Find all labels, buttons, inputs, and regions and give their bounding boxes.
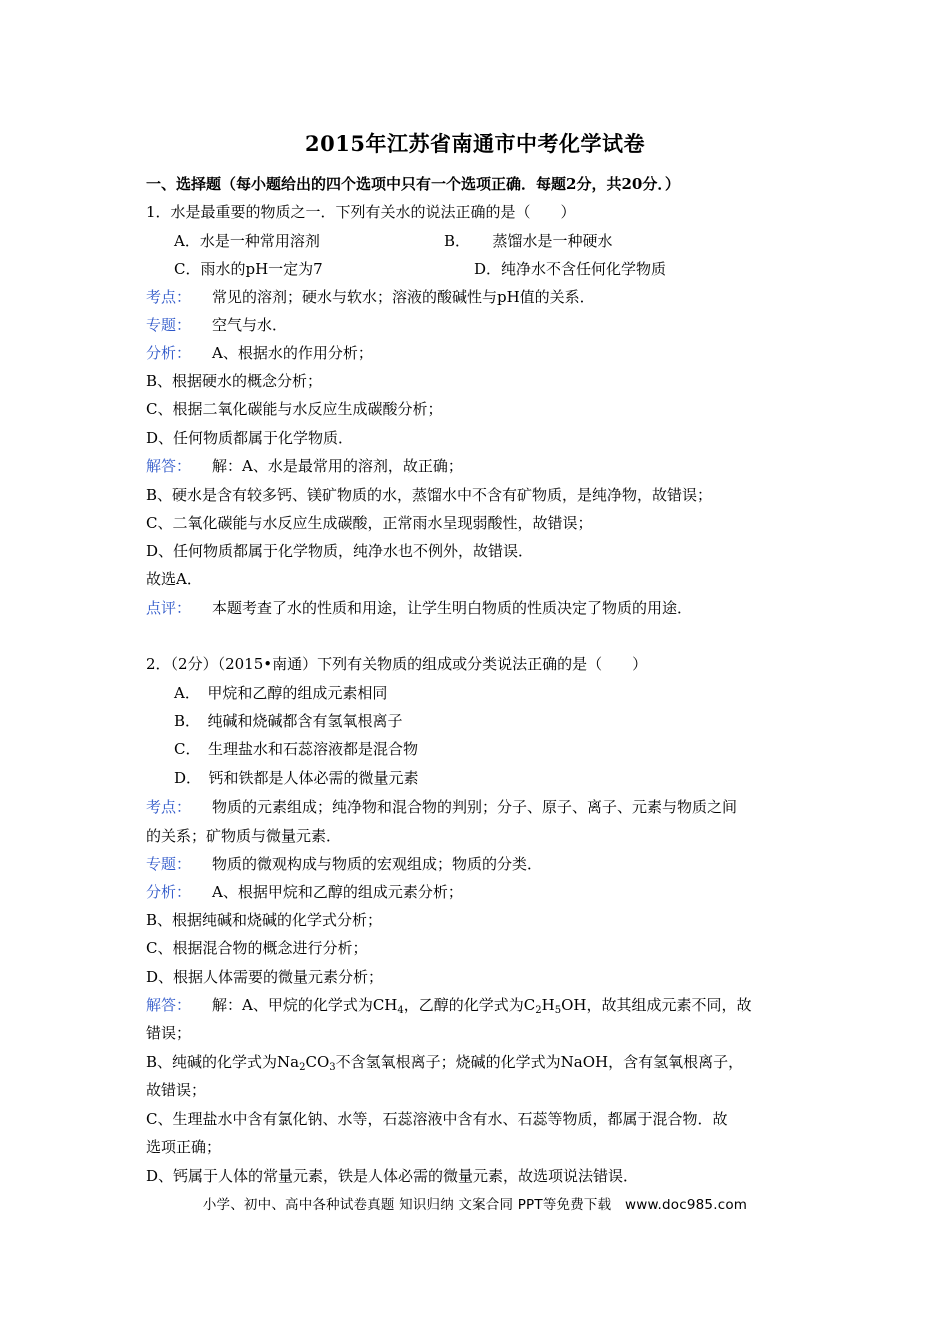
q2-zhuanti-text: 物质的微观构成与物质的宏观组成；物质的分类．: [212, 855, 543, 873]
q1-fenxi-line4: D、任何物质都属于化学物质．: [146, 429, 354, 447]
kaodian-label: 考点：: [146, 798, 192, 816]
jieda-label: 解答：: [146, 457, 192, 475]
q1-jieda-text: 解：A、水是最常用的溶剂，故正确；: [212, 457, 463, 475]
q1-jieda-line4: D、任何物质都属于化学物质，纯净水也不例外，故错误．: [146, 542, 534, 560]
q1-options-row2: [174, 259, 774, 279]
q2-jieda-line3: [146, 1052, 743, 1078]
subscript: 5: [554, 1005, 562, 1016]
q2-jieda-line5: C、生理盐水中含有氯化钠、水等，石蕊溶液中含有水、石蕊等物质，都属于混合物．故: [146, 1110, 728, 1128]
zhuanti-label: 专题：: [146, 855, 192, 873]
q2-jieda: [146, 995, 752, 1021]
q2-jieda-line4: 故错误；: [146, 1081, 207, 1099]
q2-jieda-text: CO: [305, 1053, 330, 1071]
q1-zhuanti: [146, 315, 287, 335]
q2-jieda-text: ，乙醇的化学式为C: [403, 996, 536, 1014]
q1-fenxi-line3: C、根据二氧化碳能与水反应生成碳酸分析；: [146, 400, 443, 418]
subscript: 2: [535, 1005, 542, 1016]
q2-option-b: B． 纯碱和烧碱都含有氢氧根离子: [174, 712, 403, 730]
q1-answer: 故选A．: [146, 570, 202, 588]
q1-jieda-line2: B、硬水是含有较多钙、镁矿物质的水，蒸馏水中不含有矿物质，是纯净物，故错误；: [146, 486, 713, 504]
q2-jieda-line6: 选项正确；: [146, 1138, 222, 1156]
q2-jieda-text: 解：A、甲烷的化学式为CH: [212, 996, 398, 1014]
q1-option-d: D．纯净水不含任何化学物质: [474, 260, 667, 278]
page-title: 2015年江苏省南通市中考化学试卷: [305, 131, 645, 156]
q1-kaodian-text: 常见的溶剂；硬水与软水；溶液的酸碱性与pH值的关系．: [212, 288, 595, 306]
section-heading: 一、选择题（每小题给出的四个选项中只有一个选项正确．每题2分，共20分．）: [146, 175, 680, 193]
q1-option-b: B． 蒸馏水是一种硬水: [444, 232, 613, 250]
q1-fenxi-text: A、根据水的作用分析；: [212, 344, 373, 362]
q2-option-c: C． 生理盐水和石蕊溶液都是混合物: [174, 740, 418, 758]
q1-options-row1: [174, 231, 774, 251]
q2-jieda-text: B、纯碱的化学式为Na: [146, 1053, 300, 1071]
fenxi-label: 分析：: [146, 883, 192, 901]
q1-stem: 1．水是最重要的物质之一．下列有关水的说法正确的是（ ）: [146, 203, 576, 221]
jieda-label: 解答：: [146, 996, 192, 1014]
q2-jieda-text: 不含氢氧根离子；烧碱的化学式为NaOH，含有氢氧根离子，: [335, 1053, 744, 1071]
q1-kaodian: [146, 287, 595, 307]
q2-jieda-line7: D、钙属于人体的常量元素，铁是人体必需的微量元素，故选项说法错误．: [146, 1167, 639, 1185]
q2-fenxi-line3: C、根据混合物的概念进行分析；: [146, 939, 368, 957]
subscript: 4: [397, 1005, 404, 1016]
q2-kaodian: [146, 797, 737, 817]
q1-fenxi-line2: B、根据硬水的概念分析；: [146, 372, 323, 390]
subscript: 2: [299, 1062, 306, 1073]
dianping-label: 点评：: [146, 599, 192, 617]
q2-kaodian-line2: 的关系；矿物质与微量元素．: [146, 827, 342, 845]
page-footer: 小学、初中、高中各种试卷真题 知识归纳 文案合同 PPT等免费下载 www.doc985.com: [202, 1197, 748, 1213]
q2-fenxi-line2: B、根据纯碱和烧碱的化学式分析；: [146, 911, 383, 929]
q1-option-a: A．水是一种常用溶剂: [174, 232, 320, 250]
kaodian-label: 考点：: [146, 288, 192, 306]
q1-zhuanti-text: 空气与水．: [212, 316, 288, 334]
fenxi-label: 分析：: [146, 344, 192, 362]
q2-kaodian-text: 物质的元素组成；纯净物和混合物的判别；分子、原子、离子、元素与物质之间: [212, 798, 738, 816]
q2-jieda-text: OH，故其组成元素不同，故: [561, 996, 752, 1014]
zhuanti-label: 专题：: [146, 316, 192, 334]
q2-fenxi-line4: D、根据人体需要的微量元素分析；: [146, 968, 384, 986]
q2-stem: 2．（2分）（2015•南通）下列有关物质的组成或分类说法正确的是（ ）: [146, 655, 648, 673]
q1-dianping-text: 本题考查了水的性质和用途，让学生明白物质的性质决定了物质的用途．: [212, 599, 693, 617]
q2-jieda-text: H: [541, 996, 555, 1014]
q2-option-a: A． 甲烷和乙醇的组成元素相同: [174, 684, 388, 702]
q2-fenxi-text: A、根据甲烷和乙醇的组成元素分析；: [212, 883, 463, 901]
q1-fenxi: [146, 343, 373, 363]
q1-dianping: [146, 598, 692, 618]
q2-jieda-line2: 错误；: [146, 1024, 192, 1042]
subscript: 3: [329, 1062, 336, 1073]
q2-zhuanti: [146, 854, 542, 874]
q2-fenxi: [146, 882, 463, 902]
q1-jieda-line3: C、二氧化碳能与水反应生成碳酸，正常雨水呈现弱酸性，故错误；: [146, 514, 593, 532]
q2-option-d: D． 钙和铁都是人体必需的微量元素: [174, 769, 419, 787]
q1-jieda: [146, 456, 463, 476]
q1-option-c: C．雨水的pH一定为7: [174, 260, 323, 278]
